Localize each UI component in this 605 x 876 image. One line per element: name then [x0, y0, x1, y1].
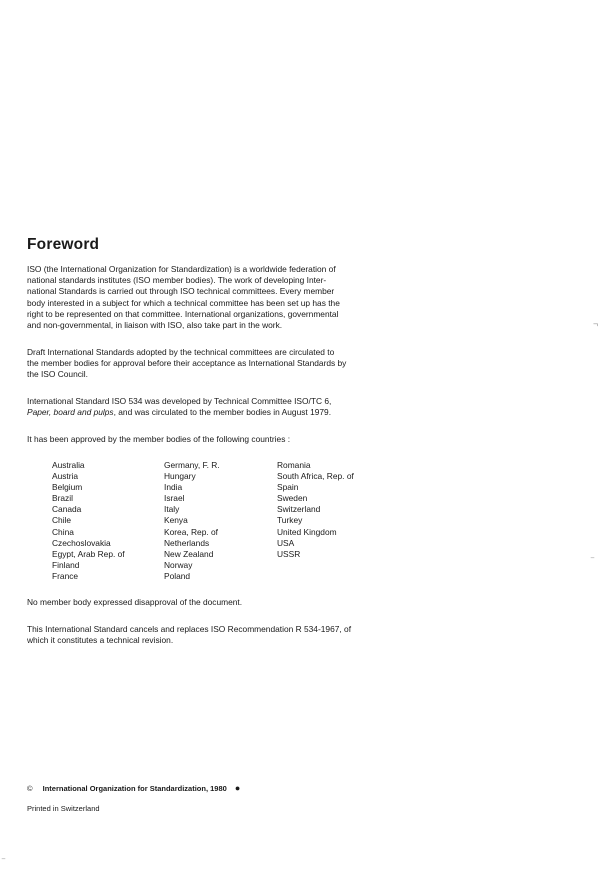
country-name: Sweden — [277, 493, 308, 504]
country-name: Korea, Rep. of — [164, 526, 219, 537]
country-name: Egypt, Arab Rep. of — [52, 548, 125, 559]
country-name: New Zealand — [164, 548, 214, 559]
scan-mark-icon: ‾ — [591, 557, 594, 567]
text-line: It has been approved by the member bodies of the following countries : — [27, 434, 291, 444]
country-name: Norway — [164, 559, 193, 570]
country-name: USSR — [277, 548, 301, 559]
page-title: Foreword — [27, 236, 100, 253]
country-name: Germany, F. R. — [164, 460, 220, 470]
text-line: national Standards is carried out through ISO technical committees. Every member — [27, 286, 335, 297]
country-name: Spain — [277, 482, 299, 493]
country-name: United Kingdom — [277, 526, 337, 537]
text-line: This International Standard cancels and replaces ISO Recommendation R 534-1967, of — [27, 624, 352, 634]
country-name: Austria — [52, 471, 79, 482]
copyright-notice — [27, 783, 240, 793]
country-name: Australia — [52, 460, 85, 470]
text-line: the member bodies for approval before their acceptance as International Standards by — [27, 358, 347, 369]
country-name: Finland — [52, 559, 80, 570]
text-line: body interested in a subject for which a technical committee has been set up has the — [27, 297, 340, 308]
text-line: International Standard ISO 534 was developed by Technical Committee ISO/TC 6, — [27, 396, 332, 406]
country-name: Belgium — [52, 482, 83, 493]
country-name: Italy — [164, 504, 180, 515]
printed-in-note: Printed in Switzerland — [27, 804, 100, 813]
country-name: Canada — [52, 504, 82, 515]
paragraph-no-disapproval — [27, 597, 371, 608]
country-name: Turkey — [277, 515, 303, 526]
scan-mark-icon: ‾ — [2, 858, 5, 868]
text-line: right to be represented on that committee. International organizations, governmental — [27, 308, 339, 319]
text-line: Draft International Standards adopted by the technical committees are circulated to — [27, 347, 335, 357]
country-name: Brazil — [52, 493, 73, 504]
paragraph-iso-intro — [27, 264, 371, 331]
committee-title: Paper, board and pulps — [27, 407, 114, 418]
text-fragment: , and was circulated to the member bodies in August 1979. — [113, 407, 332, 418]
country-name: China — [52, 526, 74, 537]
country-name: Czechoslovakia — [52, 537, 111, 548]
text-line: the ISO Council. — [27, 369, 88, 380]
bullet-icon: ● — [234, 783, 241, 793]
country-name: South Africa, Rep. of — [277, 471, 354, 482]
country-name: Romania — [277, 460, 311, 470]
country-name: Chile — [52, 515, 72, 526]
country-list-column-2 — [164, 460, 220, 582]
paragraph-approval-intro — [27, 434, 371, 445]
copyright-organization: International Organization for Standardization, 1980 — [42, 784, 227, 793]
text-line: and non-governmental, in liaison with ISO, also take part in the work. — [27, 320, 283, 331]
text-line: No member body expressed disapproval of the document. — [27, 597, 243, 607]
country-name: France — [52, 570, 79, 581]
country-name: Israel — [164, 493, 185, 504]
scan-mark-icon: ¬ — [593, 319, 599, 329]
text-line: which it constitutes a technical revision. — [27, 635, 174, 646]
country-name: Netherlands — [164, 537, 210, 548]
country-list-column-3 — [277, 460, 354, 560]
country-list-column-1 — [52, 460, 125, 582]
country-name: Hungary — [164, 471, 196, 482]
text-line: ISO (the International Organization for Standardization) is a worldwide federation of — [27, 264, 336, 274]
country-name: Kenya — [164, 515, 188, 526]
country-name: USA — [277, 537, 295, 548]
text-line — [27, 407, 371, 418]
paragraph-replacement — [27, 624, 371, 646]
text-line: national standards institutes (ISO member bodies). The work of developing Inter- — [27, 275, 327, 286]
copyright-icon: © — [27, 784, 33, 793]
paragraph-development — [27, 396, 371, 418]
country-name: Poland — [164, 570, 191, 581]
country-name: Switzerland — [277, 504, 321, 515]
paragraph-draft-standards — [27, 347, 371, 381]
country-name: India — [164, 482, 183, 493]
